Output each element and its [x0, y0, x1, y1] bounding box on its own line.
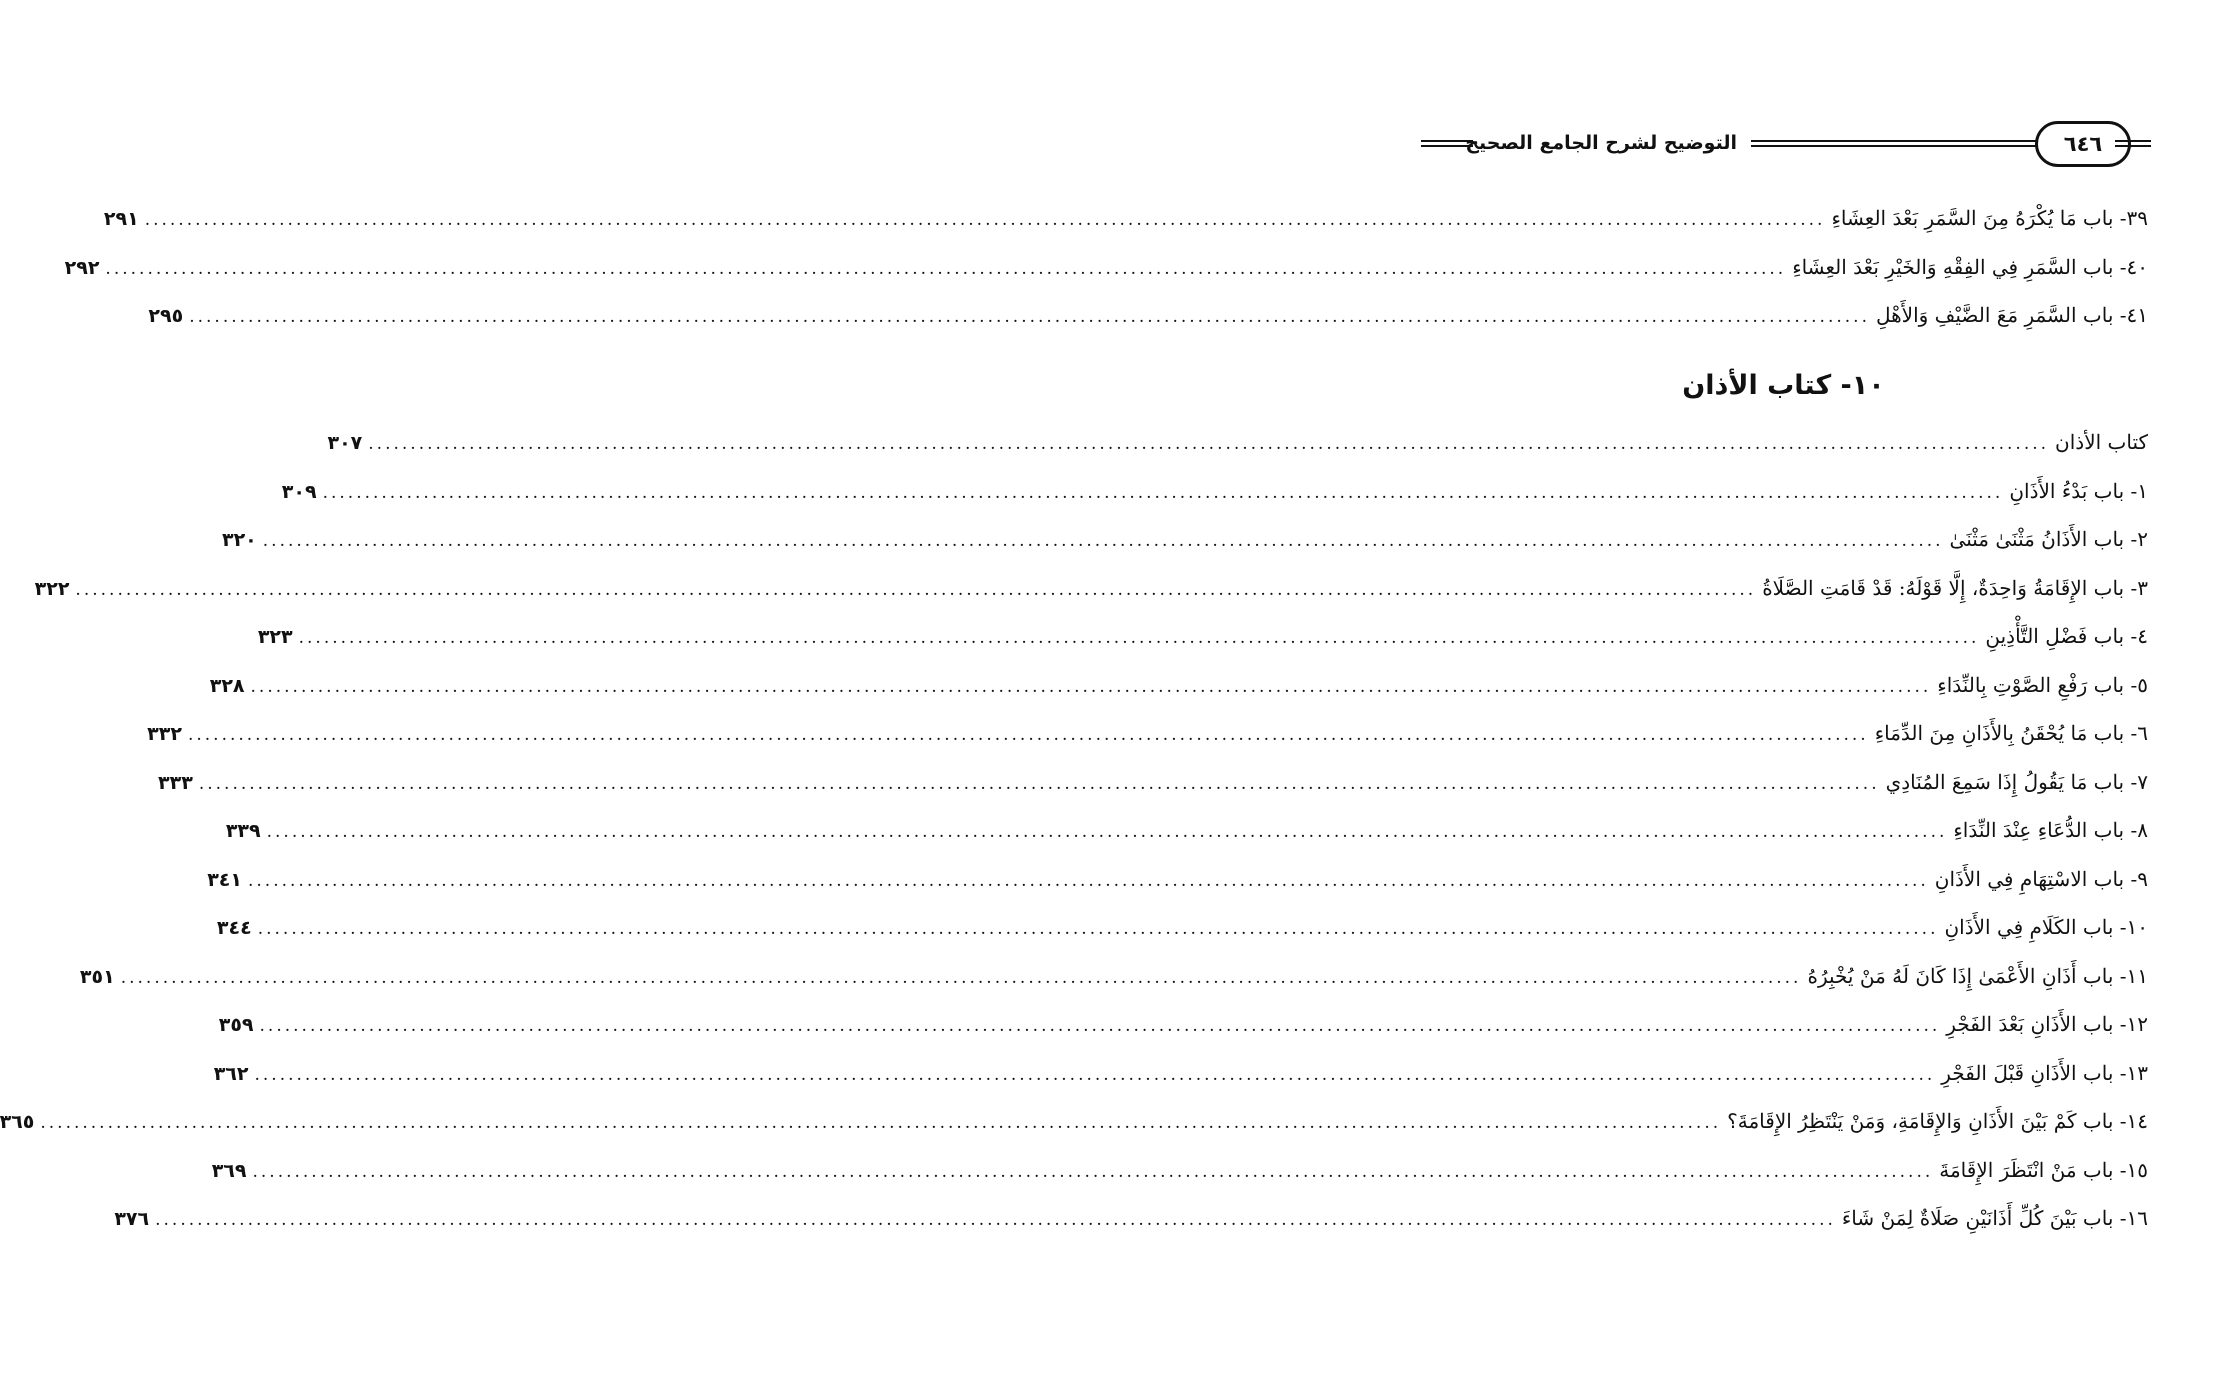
dot-leader: ........................................................................................................................................................................................................: [257, 919, 1939, 939]
toc-entry-page: ٢٩١: [103, 208, 139, 230]
toc-entry-page: ٣٣٢: [147, 723, 182, 745]
dot-leader: ........................................................................................................................................................................................................: [75, 579, 1757, 600]
toc-entry: [114, 1198, 2148, 1238]
toc-entry-title: ١٣- باب الأَذَانِ قَبْلَ الفَجْرِ: [1941, 1060, 2148, 1085]
toc-entry: [225, 810, 2148, 850]
running-header: [1421, 118, 2151, 172]
toc-entry-title: ١٥- باب مَنْ انْتَظَرَ الإِقَامَةَ: [1939, 1157, 2148, 1182]
dot-leader: ........................................................................................................................................................................................................: [368, 434, 2050, 454]
toc-entry: [64, 247, 2148, 287]
toc-entry-page: ٣٤٤: [216, 917, 252, 939]
toc-entry-page: ٣٢٢: [34, 577, 70, 600]
toc-entry-title: ٨- باب الدُّعَاءِ عِنْدَ النِّدَاءِ: [1953, 818, 2148, 842]
dot-leader: ........................................................................................................................................................................................................: [198, 773, 1880, 794]
toc-entry-title: ٤١- باب السَّمَرِ مَعَ الضَّيْفِ وَالأَهْلِ: [1875, 303, 2148, 327]
toc-entry-title: ٢- باب الأَذَانُ مَثْنَىٰ مَثْنَىٰ: [1949, 527, 2148, 551]
dot-leader: ........................................................................................................................................................................................................: [298, 628, 1980, 648]
toc-entry-title: ١٢- باب الأَذَانِ بَعْدَ الفَجْرِ: [1946, 1012, 2148, 1036]
toc-entry: [103, 198, 2148, 238]
toc-entry: [281, 471, 2148, 511]
toc-entry: [211, 1150, 2148, 1190]
toc-entry-page: ٣٦٥: [0, 1111, 35, 1133]
toc-entry: [327, 422, 2148, 462]
dot-leader: ........................................................................................................................................................................................................: [189, 307, 1870, 327]
toc-entry-title: كتاب الأذان: [2055, 430, 2148, 454]
dot-leader: ........................................................................................................................................................................................................: [259, 1016, 1941, 1036]
toc-entry: [209, 665, 2148, 705]
toc-entry: [34, 568, 2148, 608]
dot-leader: ........................................................................................................................................................................................................: [120, 967, 1802, 988]
toc-entry-page: ٣٤١: [207, 868, 242, 891]
toc-entry-page: ٢٩٥: [148, 305, 184, 327]
toc-entry-title: ٩- باب الاسْتِهَامِ فِي الأَذَانِ: [1934, 866, 2148, 891]
toc-entry-title: ١٠- باب الكَلَامِ فِي الأَذَانِ: [1944, 915, 2148, 939]
dot-leader: ........................................................................................................................................................................................................: [262, 531, 1944, 551]
toc-entry-title: ١٦- باب بَيْنَ كُلِّ أَذَانَيْنِ صَلَاةٌ لِمَنْ شَاءَ: [1841, 1206, 2148, 1230]
dot-leader: ........................................................................................................................................................................................................: [187, 725, 1869, 745]
toc-entry-page: ٢٩٢: [64, 256, 100, 279]
dot-leader: ........................................................................................................................................................................................................: [155, 1210, 1836, 1230]
toc-entry-page: ٣٧٦: [114, 1208, 150, 1230]
running-title: التوضيح لشرح الجامع الصحيح: [1465, 132, 1737, 154]
toc-entry-title: ٤- باب فَضْلِ التَّأْذِينِ: [1985, 624, 2148, 648]
dot-leader: ........................................................................................................................................................................................................: [248, 870, 1929, 891]
toc-entry: [221, 519, 2148, 559]
toc-entry-title: ٤٠- باب السَّمَرِ فِي الفِقْهِ وَالخَيْرِ بَعْدَ العِشَاءِ: [1792, 254, 2148, 279]
toc-entry-page: ٣٣٣: [158, 771, 193, 794]
toc-entry-title: ١١- باب أَذَانِ الأَعْمَىٰ إِذَا كَانَ لَهُ مَنْ يُخْبِرُهُ: [1807, 963, 2148, 988]
toc-entry-page: ٣٥١: [79, 965, 115, 988]
toc-entry: [216, 907, 2148, 947]
toc-entry-page: ٣٢٠: [221, 529, 257, 551]
toc-entry-page: ٣٢٣: [257, 626, 293, 648]
toc-entry-title: ١٤- باب كَمْ بَيْنَ الأَذَانِ وَالإِقَامَةِ، وَمَنْ يَنْتَظِرُ الإِقَامَةَ؟: [1727, 1109, 2148, 1133]
toc-entry-page: ٣٢٨: [209, 674, 245, 697]
toc-entry: [79, 956, 2148, 996]
toc-entry-page: ٣٣٩: [225, 820, 261, 842]
toc-entry: [147, 713, 2148, 753]
toc-entry-page: ٣٥٩: [218, 1014, 254, 1036]
toc-entry-title: ٦- باب مَا يُحْقَنُ بِالأَذَانِ مِنَ الدِّمَاءِ: [1874, 721, 2148, 745]
toc-entry-page: ٣٠٩: [281, 480, 317, 503]
dot-leader: ........................................................................................................................................................................................................: [250, 676, 1932, 697]
toc-entry-page: ٣٠٧: [327, 432, 363, 454]
toc-entry: [218, 1004, 2148, 1044]
dot-leader: ........................................................................................................................................................................................................: [322, 482, 2004, 503]
dot-leader: ........................................................................................................................................................................................................: [144, 210, 1826, 230]
section-heading: ١٠- كتاب الأذان: [1682, 370, 1885, 401]
toc-entry-title: ١- باب بَدْءُ الأَذَانِ: [2009, 478, 2148, 503]
header-rule-right: [2115, 140, 2151, 147]
toc-entry-title: ٣٩- باب مَا يُكْرَهُ مِنَ السَّمَرِ بَعْدَ العِشَاءِ: [1831, 206, 2148, 230]
toc-entry-title: ٣- باب الإِقَامَةُ وَاحِدَةٌ، إِلَّا قَوْلَهُ: قَدْ قَامَتِ الصَّلَاةُ: [1762, 575, 2148, 600]
dot-leader: ........................................................................................................................................................................................................: [40, 1113, 1722, 1133]
dot-leader: ........................................................................................................................................................................................................: [254, 1064, 1936, 1085]
toc-entry: [207, 859, 2148, 899]
dot-leader: ........................................................................................................................................................................................................: [105, 258, 1787, 279]
toc-entry-page: ٣٦٢: [213, 1062, 249, 1085]
toc-entry: [0, 1101, 2148, 1141]
toc-entry: [213, 1053, 2148, 1093]
dot-leader: ........................................................................................................................................................................................................: [266, 822, 1948, 842]
toc-entry: [257, 616, 2148, 656]
toc-entry-title: ٧- باب مَا يَقُولُ إِذَا سَمِعَ المُنَادِي: [1885, 769, 2148, 794]
toc-entry: [158, 762, 2148, 802]
toc-entry-title: ٥- باب رَفْعِ الصَّوْتِ بِالنِّدَاءِ: [1937, 672, 2148, 697]
toc-entry-page: ٣٦٩: [211, 1159, 247, 1182]
toc-entry: [148, 295, 2148, 335]
page-number-badge: ٦٤٦: [2035, 121, 2131, 167]
dot-leader: ........................................................................................................................................................................................................: [252, 1161, 1934, 1182]
